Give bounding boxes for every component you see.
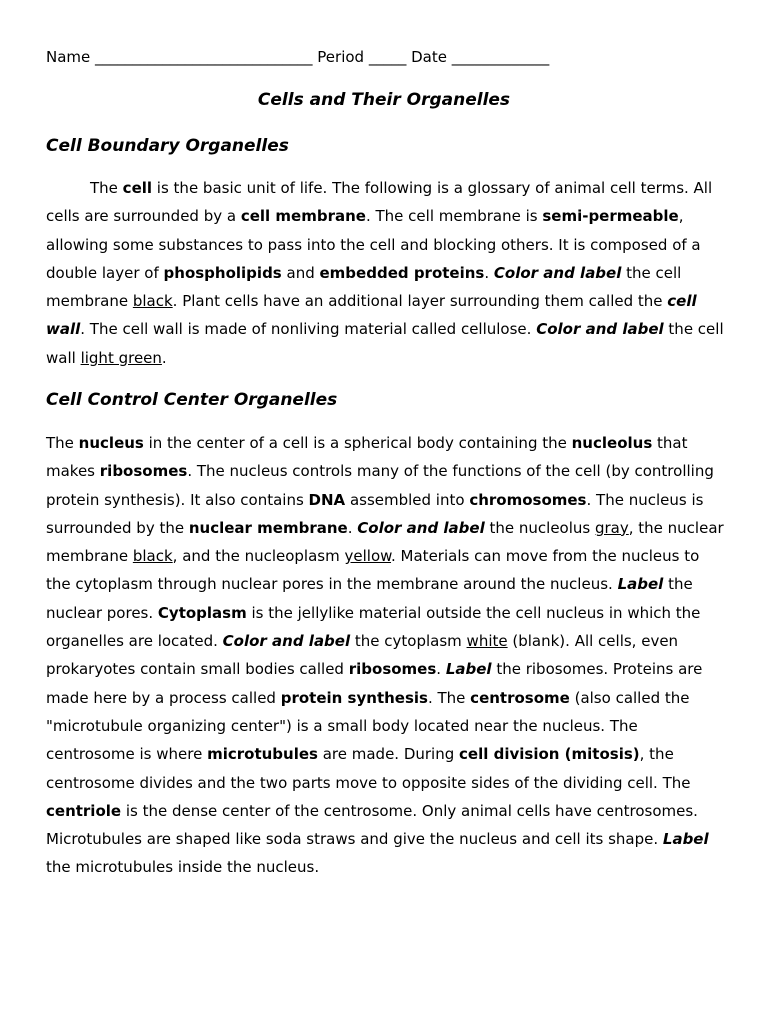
color-word: yellow — [344, 547, 392, 566]
body-text: is the dense center of the centrosome. Only animal cells have centrosomes. Microtubules are shaped like soda straws and give the nucleus and cell its shape. — [46, 801, 698, 849]
instruction-emphasis: Label — [662, 830, 709, 849]
instruction-emphasis: Color and label — [493, 263, 622, 282]
color-word: white — [466, 632, 508, 651]
bold-term: centrosome — [470, 688, 570, 707]
instruction-emphasis: Color and label — [536, 320, 664, 339]
bold-term: semi-permeable — [542, 207, 679, 226]
body-text: . — [347, 518, 358, 537]
color-word: black — [132, 547, 173, 566]
body-text: the cell wall — [46, 320, 724, 367]
bold-term: DNA — [308, 490, 346, 509]
bold-term: cell division (mitosis) — [459, 745, 640, 764]
body-text: the cytoplasm — [350, 632, 467, 651]
body-text: . The — [427, 688, 471, 707]
bold-term: ribosomes — [348, 660, 437, 679]
body-text: . Materials can move from the nucleus to the cytoplasm through nuclear pores in the membrane around the nucleus. — [46, 547, 700, 594]
section-heading-cell-boundary: Cell Boundary Organelles — [46, 136, 289, 156]
body-text: , allowing some substances to pass into the cell and blocking others. It is composed of a double layer of — [46, 207, 701, 282]
section-heading-cell-control-center: Cell Control Center Organelles — [46, 390, 338, 410]
color-word: gray — [594, 518, 629, 537]
body-text: is the jellylike material outside the cell nucleus in which the organelles are located. — [46, 603, 701, 651]
bold-term: centriole — [46, 801, 122, 820]
body-text: , the nuclear membrane — [46, 518, 724, 566]
bold-term: cell — [122, 179, 153, 197]
body-text: . — [436, 660, 446, 679]
body-text: The — [46, 434, 79, 452]
body-text: . The cell membrane is — [365, 207, 543, 226]
name-period-date-line: Name _____________________________ Period _____ Date _____________ — [46, 48, 550, 66]
bold-term: nuclear membrane — [188, 518, 348, 537]
body-text: . The nucleus is surrounded by the — [46, 490, 704, 537]
body-text: . — [484, 263, 494, 282]
body-text: the cell membrane — [46, 263, 682, 311]
body-text: . — [161, 348, 167, 367]
body-text: assembled into — [345, 490, 470, 509]
body-text: . The nucleus controls many of the functions of the cell (by controlling protein synthesis). It also contains — [46, 462, 714, 509]
body-text: is the basic unit of life. The following is a glossary of animal cell terms. All cells are surrounded by a — [46, 179, 713, 226]
bold-term: chromosomes — [469, 490, 587, 509]
body-text: in the center of a cell is a spherical body containing the — [143, 434, 572, 452]
bold-term: embedded proteins — [319, 263, 485, 282]
bold-term: ribosomes — [99, 462, 188, 481]
body-text: the nuclear pores. — [46, 575, 693, 622]
body-text: (also called the "microtubule organizing center") is a small body located near the nucleus. The centrosome is where — [46, 688, 690, 764]
body-text: (blank). All cells, even prokaryotes contain small bodies called — [46, 632, 679, 679]
body-text: the ribosomes. Proteins are made here by a process called — [46, 660, 703, 707]
document-title: Cells and Their Organelles — [257, 90, 511, 110]
instruction-emphasis: Color and label — [357, 518, 485, 537]
instruction-emphasis: Label — [445, 660, 492, 679]
instruction-emphasis: Color and label — [222, 632, 351, 651]
body-text: the microtubules inside the nucleus. — [46, 858, 320, 877]
body-text: . Plant cells have an additional layer surrounding them called the — [172, 292, 668, 311]
bold-term: cell membrane — [240, 207, 366, 226]
bold-term: microtubules — [207, 745, 318, 764]
bold-term: Cytoplasm — [157, 603, 247, 622]
body-text: , and the nucleoplasm — [172, 547, 345, 566]
color-word: light green — [80, 348, 162, 367]
bold-term: nucleolus — [571, 434, 653, 452]
paragraph-cell-control-center — [46, 429, 726, 882]
bold-term: protein synthesis — [280, 688, 428, 707]
body-text: . The cell wall is made of nonliving material called cellulose. — [80, 320, 537, 339]
color-word: black — [132, 292, 173, 311]
bold-term: phospholipids — [163, 263, 282, 282]
body-text: and — [281, 263, 320, 282]
body-text: , the centrosome divides and the two parts move to opposite sides of the dividing cell. The — [46, 745, 691, 792]
paragraph-cell-boundary — [46, 174, 726, 372]
body-text: the nucleolus — [484, 518, 595, 537]
instruction-emphasis: cell wall — [46, 292, 697, 339]
body-text: that makes — [46, 434, 688, 481]
body-text: are made. During — [317, 745, 460, 764]
instruction-emphasis: Label — [617, 575, 664, 594]
body-text: The — [90, 179, 123, 197]
bold-term: nucleus — [78, 434, 144, 452]
